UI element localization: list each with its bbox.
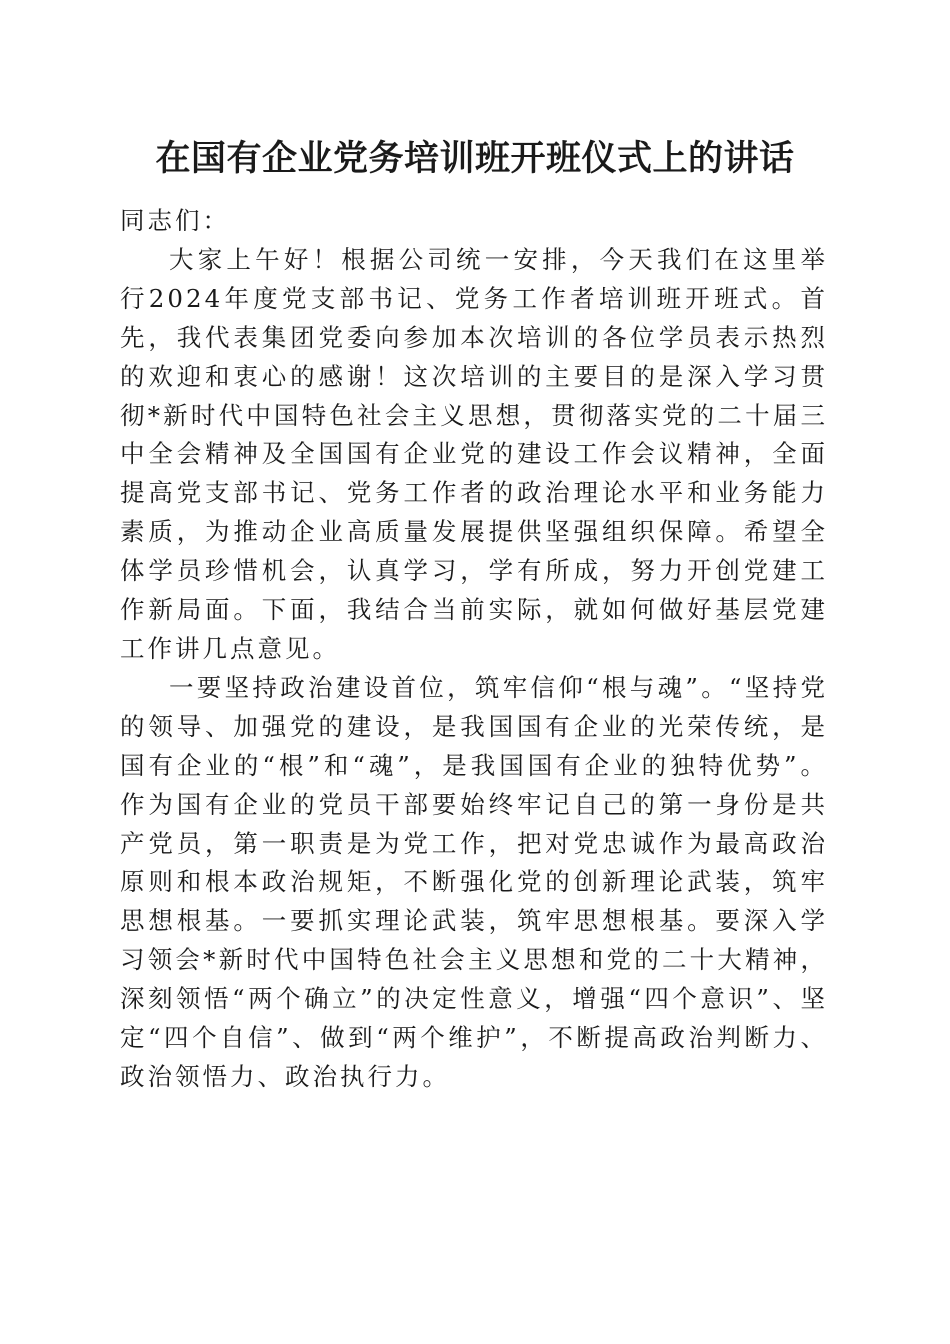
paragraph-opening: 大家上午好！根据公司统一安排，今天我们在这里举行2024年度党支部书记、党务工作者培训班开班式。首先，我代表集团党委向参加本次培训的各位学员表示热烈的欢迎和衷心的感谢！这次培训的主要目的是深入学习贯彻*新时代中国特色社会主义思想，贯彻落实党的二十届三中全会精神及全国国有企业党的建设工作会议精神，全面提高党支部书记、党务工作者的政治理论水平和业务能力素质，为推动企业高质量发展提供坚强组织保障。希望全体学员珍惜机会，认真学习，学有所成，努力开创党建工作新局面。下面，我结合当前实际，就如何做好基层党建工作讲几点意见。 bbox=[120, 244, 828, 663]
paragraph-political-construction: 一要坚持政治建设首位，筑牢信仰“根与魂”。“坚持党的领导、加强党的建设，是我国国有企业的光荣传统，是国有企业的“根”和“魂”，是我国国有企业的独特优势”。作为国有企业的党员干部要始终牢记自己的第一身份是共产党员，第一职责是为党工作，把对党忠诚作为最高政治原则和根本政治规矩，不断强化党的创新理论武装，筑牢思想根基。一要抓实理论武装，筑牢思想根基。要深入学习领会*新时代中国特色社会主义思想和党的二十大精神，深刻领悟“两个确立”的决定性意义，增强“四个意识”、坚定“四个自信”、做到“两个维护”，不断提高政治判断力、政治领悟力、政治执行力。 bbox=[120, 672, 828, 1091]
document-title: 在国有企业党务培训班开班仪式上的讲话 bbox=[155, 138, 795, 179]
salutation: 同志们： bbox=[120, 206, 230, 235]
document-body bbox=[120, 202, 828, 1097]
